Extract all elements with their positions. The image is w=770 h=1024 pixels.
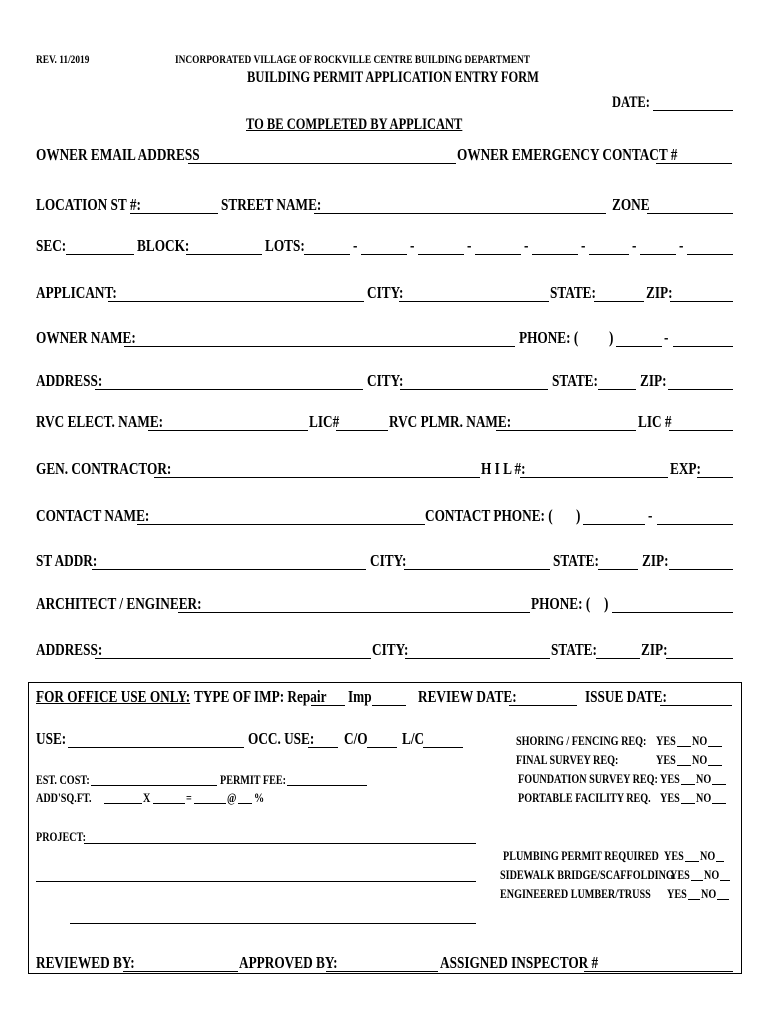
state-label: STATE: <box>551 640 597 659</box>
owner-zip-field[interactable] <box>668 389 733 390</box>
phone-dash: - <box>664 328 669 347</box>
applicant-zip-field[interactable] <box>670 301 733 302</box>
elect-lic-field[interactable] <box>336 430 388 431</box>
approved-by-label: APPROVED BY: <box>239 953 338 972</box>
approved-by-field[interactable] <box>326 971 438 972</box>
review-date-field[interactable] <box>509 705 577 706</box>
phone-close-paren: ) <box>604 594 609 613</box>
occ-use-label: OCC. USE: <box>248 729 315 748</box>
lot-dash: - <box>581 236 586 255</box>
block-field[interactable] <box>186 254 262 255</box>
address-label: ADDRESS: <box>36 371 103 390</box>
lot-field-3[interactable] <box>418 254 464 255</box>
office-use-box <box>28 682 742 974</box>
architect-phone-field[interactable] <box>612 612 733 613</box>
lot-field-8[interactable] <box>687 254 733 255</box>
owner-emergency-label: OWNER EMERGENCY CONTACT # <box>457 145 678 164</box>
use-field[interactable] <box>68 747 244 748</box>
plumbing-no[interactable]: NO <box>700 848 716 863</box>
exp-label: EXP: <box>670 459 701 478</box>
date-label: DATE: <box>612 94 650 111</box>
office-use-heading: FOR OFFICE USE ONLY: <box>36 687 191 706</box>
city-label: CITY: <box>367 371 404 390</box>
gen-contractor-field[interactable] <box>154 477 480 478</box>
department-name: INCORPORATED VILLAGE OF ROCKVILLE CENTRE BUILDING DEPARTMENT <box>175 52 531 66</box>
zip-label: ZIP: <box>641 640 668 659</box>
sidewalk-yes[interactable]: YES <box>670 867 690 882</box>
lot-field-6[interactable] <box>589 254 629 255</box>
owner-phone-line-field[interactable] <box>673 346 733 347</box>
applicant-field[interactable] <box>108 301 364 302</box>
rvc-plmr-field[interactable] <box>496 430 636 431</box>
zip-label: ZIP: <box>646 283 673 302</box>
lot-dash: - <box>410 236 415 255</box>
sidewalk-no-field[interactable] <box>720 880 730 881</box>
architect-field[interactable] <box>178 612 530 613</box>
imp-field[interactable] <box>372 705 406 706</box>
phone-label: PHONE: ( <box>531 594 591 613</box>
portable-label: PORTABLE FACILITY REQ. <box>518 790 651 805</box>
project-field-1[interactable] <box>84 843 476 844</box>
portable-no-field[interactable] <box>712 803 726 804</box>
final-survey-no-field[interactable] <box>708 765 722 766</box>
architect-address-label: ADDRESS: <box>36 640 103 659</box>
co-field[interactable] <box>367 747 397 748</box>
owner-city-field[interactable] <box>400 389 548 390</box>
plumbing-yes-field[interactable] <box>685 861 699 862</box>
lot-field-7[interactable] <box>640 254 676 255</box>
final-survey-yes-field[interactable] <box>677 765 691 766</box>
imp-label: Imp <box>348 687 372 706</box>
assigned-inspector-label: ASSIGNED INSPECTOR # <box>440 953 599 972</box>
architect-city-field[interactable] <box>405 658 550 659</box>
plmr-lic-field[interactable] <box>669 430 733 431</box>
lc-field[interactable] <box>423 747 463 748</box>
street-name-field[interactable] <box>314 213 606 214</box>
applicant-city-field[interactable] <box>399 301 549 302</box>
foundation-label: FOUNDATION SURVEY REQ: <box>518 771 658 786</box>
phone-close-paren: ) <box>576 506 581 525</box>
gen-contractor-label: GEN. CONTRACTOR: <box>36 459 172 478</box>
contractor-state-field[interactable] <box>598 569 638 570</box>
contact-name-field[interactable] <box>137 524 425 525</box>
contractor-zip-field[interactable] <box>669 569 733 570</box>
zip-label: ZIP: <box>642 551 669 570</box>
applicant-label: APPLICANT: <box>36 283 117 302</box>
percent-sign: % <box>254 790 265 805</box>
location-st-field[interactable] <box>130 213 218 214</box>
shoring-no[interactable]: NO <box>692 733 708 748</box>
architect-state-field[interactable] <box>596 658 640 659</box>
sec-field[interactable] <box>66 254 134 255</box>
portable-yes[interactable]: YES <box>660 790 680 805</box>
state-label: STATE: <box>553 551 599 570</box>
rvc-plmr-label: RVC PLMR. NAME: <box>389 412 512 431</box>
city-label: CITY: <box>367 283 404 302</box>
owner-state-field[interactable] <box>598 389 636 390</box>
equals-sign: = <box>186 790 192 805</box>
lot-dash: - <box>679 236 684 255</box>
sqft-width-field[interactable] <box>153 803 185 804</box>
est-cost-label: EST. COST: <box>36 772 90 787</box>
exp-field[interactable] <box>697 477 733 478</box>
repair-field[interactable] <box>311 705 345 706</box>
rvc-elect-label: RVC ELECT. NAME: <box>36 412 164 431</box>
shoring-label: SHORING / FENCING REQ: <box>516 733 647 748</box>
lumber-no-field[interactable] <box>717 899 729 900</box>
architect-label: ARCHITECT / ENGINEER: <box>36 594 202 613</box>
sidewalk-label: SIDEWALK BRIDGE/SCAFFOLDING <box>500 867 674 882</box>
lumber-yes[interactable]: YES <box>667 886 687 901</box>
applicant-state-field[interactable] <box>594 301 644 302</box>
lumber-yes-field[interactable] <box>688 899 700 900</box>
plmr-lic-label: LIC # <box>638 412 672 431</box>
final-survey-no[interactable]: NO <box>692 752 708 767</box>
owner-emergency-field[interactable] <box>656 163 732 164</box>
st-addr-label: ST ADDR: <box>36 551 98 570</box>
lumber-label: ENGINEERED LUMBER/TRUSS <box>500 886 651 901</box>
project-label: PROJECT: <box>36 829 86 844</box>
sqft-total-field[interactable] <box>194 803 226 804</box>
permit-fee-field[interactable] <box>287 785 367 786</box>
lots-label: LOTS: <box>265 236 305 255</box>
permit-fee-label: PERMIT FEE: <box>220 772 287 787</box>
architect-address-field[interactable] <box>95 658 371 659</box>
sqft-rate-field[interactable] <box>238 803 252 804</box>
foundation-yes[interactable]: YES <box>660 771 680 786</box>
block-label: BLOCK: <box>137 236 190 255</box>
at-sign: @ <box>227 790 237 805</box>
owner-email-field[interactable] <box>188 163 456 164</box>
type-imp-label: TYPE OF IMP: Repair <box>194 687 327 706</box>
est-cost-field[interactable] <box>91 785 217 786</box>
occ-use-field[interactable] <box>308 747 338 748</box>
portable-yes-field[interactable] <box>681 803 695 804</box>
foundation-no[interactable]: NO <box>696 771 712 786</box>
contact-phone-prefix-field[interactable] <box>583 524 645 525</box>
issue-date-label: ISSUE DATE: <box>585 687 667 706</box>
owner-email-label: OWNER EMAIL ADDRESS <box>36 145 200 164</box>
contractor-city-field[interactable] <box>404 569 550 570</box>
date-field[interactable] <box>653 110 733 111</box>
review-date-label: REVIEW DATE: <box>418 687 517 706</box>
contact-name-label: CONTACT NAME: <box>36 506 150 525</box>
phone-close-paren: ) <box>609 328 614 347</box>
form-subtitle: TO BE COMPLETED BY APPLICANT <box>246 116 463 133</box>
sidewalk-yes-field[interactable] <box>691 880 703 881</box>
lc-label: L/C <box>402 729 425 748</box>
form-title: BUILDING PERMIT APPLICATION ENTRY FORM <box>247 69 539 86</box>
project-field-3[interactable] <box>70 923 476 924</box>
use-label: USE: <box>36 729 67 748</box>
revision-label: REV. 11/2019 <box>36 52 90 66</box>
zone-label: ZONE <box>612 195 650 214</box>
foundation-no-field[interactable] <box>712 784 726 785</box>
portable-no[interactable]: NO <box>696 790 712 805</box>
project-field-2[interactable] <box>36 881 476 882</box>
final-survey-yes[interactable]: YES <box>656 752 676 767</box>
shoring-yes-field[interactable] <box>677 746 691 747</box>
multiply-sign: X <box>143 790 151 805</box>
elect-lic-label: LIC# <box>309 412 340 431</box>
lot-dash: - <box>467 236 472 255</box>
architect-zip-field[interactable] <box>666 658 733 659</box>
plumbing-yes[interactable]: YES <box>664 848 684 863</box>
st-addr-field[interactable] <box>92 569 366 570</box>
city-label: CITY: <box>370 551 407 570</box>
sec-label: SEC: <box>36 236 67 255</box>
contact-phone-line-field[interactable] <box>657 524 733 525</box>
phone-dash: - <box>648 506 653 525</box>
hil-label: H I L #: <box>481 459 526 478</box>
lot-dash: - <box>524 236 529 255</box>
lot-field-1[interactable] <box>304 254 350 255</box>
city-label: CITY: <box>372 640 409 659</box>
shoring-yes[interactable]: YES <box>656 733 676 748</box>
plumbing-label: PLUMBING PERMIT REQUIRED <box>503 848 659 863</box>
contact-phone-label: CONTACT PHONE: ( <box>425 506 553 525</box>
owner-name-label: OWNER NAME: <box>36 328 136 347</box>
phone-label: PHONE: ( <box>519 328 579 347</box>
shoring-no-field[interactable] <box>708 746 722 747</box>
foundation-yes-field[interactable] <box>681 784 695 785</box>
zip-label: ZIP: <box>640 371 667 390</box>
lot-field-5[interactable] <box>532 254 578 255</box>
lot-dash: - <box>353 236 358 255</box>
street-name-label: STREET NAME: <box>221 195 322 214</box>
co-label: C/O <box>344 729 368 748</box>
owner-address-field[interactable] <box>95 389 363 390</box>
lumber-no[interactable]: NO <box>701 886 717 901</box>
owner-name-field[interactable] <box>124 346 515 347</box>
lot-field-4[interactable] <box>475 254 521 255</box>
owner-phone-prefix-field[interactable] <box>616 346 662 347</box>
location-st-label: LOCATION ST #: <box>36 195 141 214</box>
zone-field[interactable] <box>647 213 733 214</box>
plumbing-no-field[interactable] <box>716 861 724 862</box>
sqft-length-field[interactable] <box>104 803 142 804</box>
reviewed-by-field[interactable] <box>123 971 238 972</box>
reviewed-by-label: REVIEWED BY: <box>36 953 135 972</box>
final-survey-label: FINAL SURVEY REQ: <box>516 752 619 767</box>
add-sqft-label: ADD'SQ.FT. <box>36 790 92 805</box>
lot-dash: - <box>632 236 637 255</box>
lot-field-2[interactable] <box>361 254 407 255</box>
sidewalk-no[interactable]: NO <box>704 867 720 882</box>
hil-field[interactable] <box>520 477 668 478</box>
state-label: STATE: <box>550 283 596 302</box>
rvc-elect-field[interactable] <box>148 430 308 431</box>
assigned-inspector-field[interactable] <box>584 971 733 972</box>
state-label: STATE: <box>552 371 598 390</box>
issue-date-field[interactable] <box>660 705 732 706</box>
